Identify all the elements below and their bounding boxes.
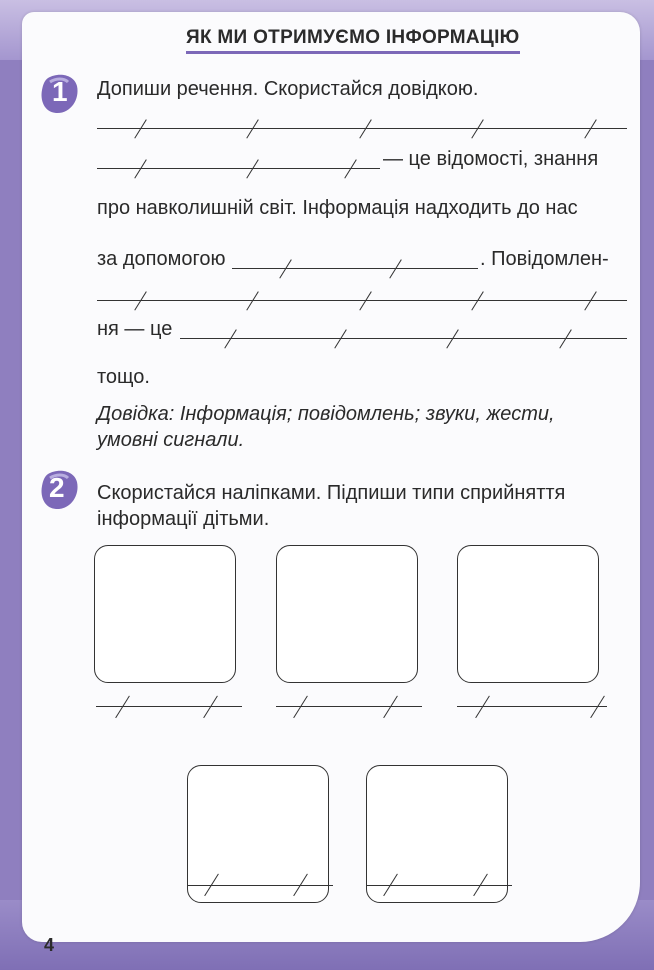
task-2-instruction-line-1: Скористайся наліпками. Підпиши типи сприйняття (97, 482, 566, 504)
sticker-box-4[interactable] (187, 765, 329, 903)
task-1-instruction: Допиши речення. Скористайся довідкою. (97, 78, 479, 100)
sticker-box-2[interactable] (276, 545, 418, 683)
answer-line-1[interactable] (97, 128, 627, 129)
page-title: ЯК МИ ОТРИМУЄМО ІНФОРМАЦІЮ (186, 27, 520, 54)
answer-line-4[interactable] (232, 268, 478, 269)
page-number: 4 (44, 935, 55, 955)
sentence-text-2: — це відомості, знання (383, 148, 599, 170)
sentence-text-4-end: . Повідомлен- (480, 248, 609, 270)
sentence-text-3: про навколишній світ. Інформація надходить до нас (97, 197, 578, 219)
sticker-box-3[interactable] (457, 545, 599, 683)
label-line-1[interactable] (96, 706, 242, 707)
answer-line-5[interactable] (97, 300, 627, 301)
task-2-number: 2 (49, 472, 65, 503)
task-1-number: 1 (52, 76, 68, 107)
task-2-instruction-line-2: інформації дітьми. (97, 508, 270, 530)
sentence-text-6: тощо. (97, 366, 150, 388)
sentence-text-5: ня — це (97, 318, 173, 340)
sticker-box-5[interactable] (366, 765, 508, 903)
sticker-box-1[interactable] (94, 545, 236, 683)
label-line-2[interactable] (276, 706, 422, 707)
hint-line-1: Довідка: Інформація; повідомлень; звуки, жести, (97, 403, 555, 425)
answer-line-6[interactable] (180, 338, 627, 339)
label-line-3[interactable] (457, 706, 607, 707)
hint-line-2: умовні сигнали. (97, 429, 245, 451)
sentence-text-4-start: за допомогою (97, 248, 226, 270)
